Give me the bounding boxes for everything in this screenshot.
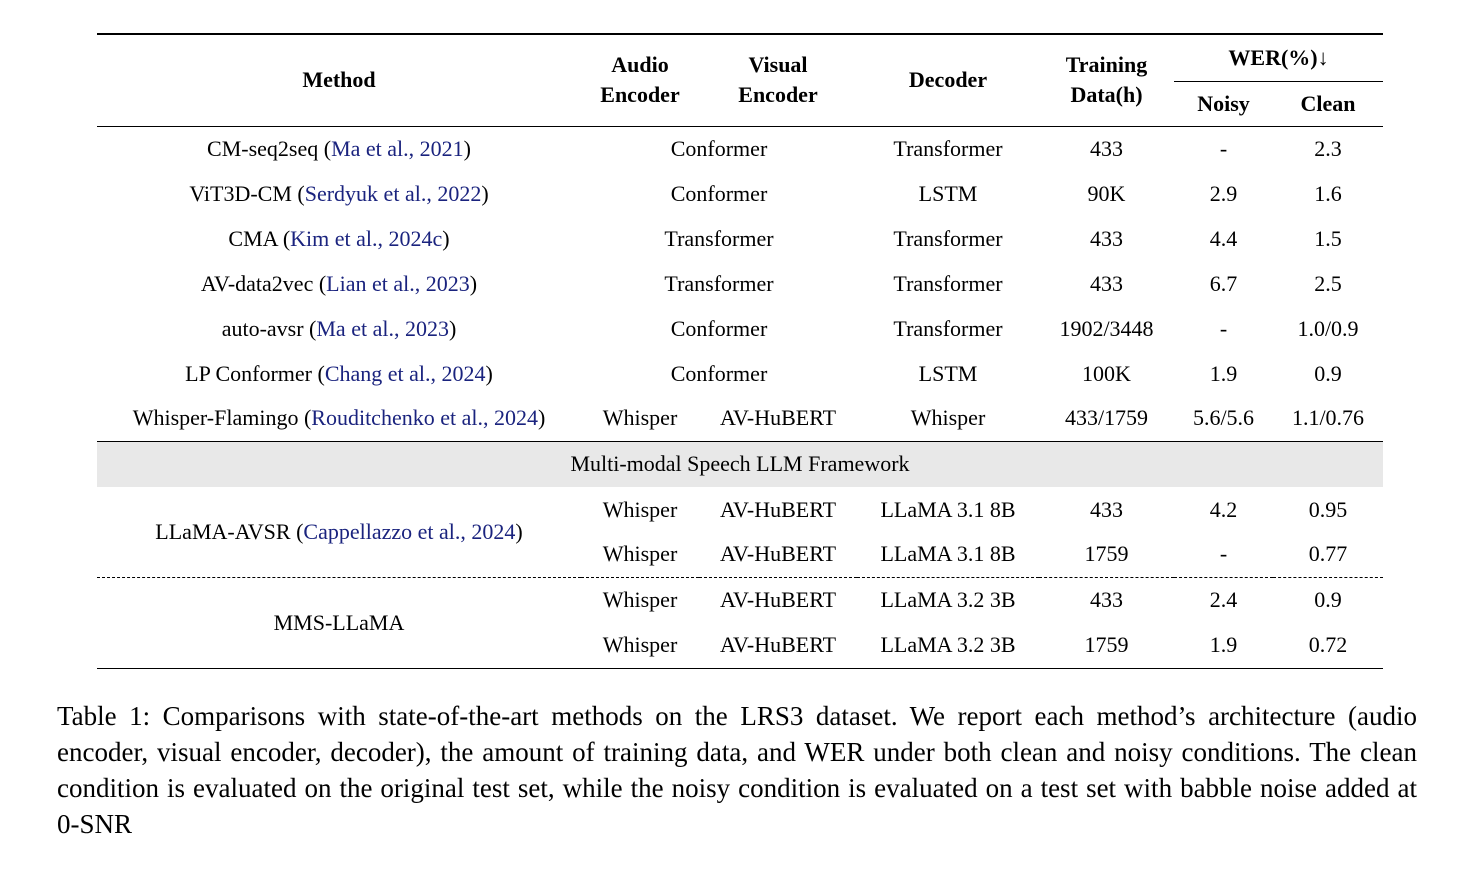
method-cell: auto-avsr (Ma et al., 2023): [221, 315, 457, 341]
audio-encoder-cell: Whisper: [602, 496, 678, 522]
noisy-cell: -: [1219, 541, 1228, 567]
audio-encoder-cell: Whisper: [581, 577, 699, 623]
clean-cell: 1.0/0.9: [1297, 315, 1359, 341]
clean-cell: 0.72: [1273, 623, 1383, 668]
clean-cell: 1.5: [1314, 225, 1342, 251]
table-row: [97, 216, 1383, 261]
decoder-cell: LSTM: [918, 360, 978, 386]
table-caption: Table 1: Comparisons with state-of-the-art methods on the LRS3 dataset. We report each method’s architecture (audio encoder, visual encoder, decoder), the amount of training data, and WER under both clean and noisy conditions. The clean condition is evaluated on the original test set, while the noisy condition is evaluated on a test set with babble noise added at 0-SNR: [57, 701, 1417, 839]
method-cell: Whisper-Flamingo (Rouditchenko et al., 2024): [132, 405, 546, 431]
header-clean: Clean: [1273, 81, 1383, 126]
method-cell: CM-seq2seq (Ma et al., 2021): [207, 135, 471, 161]
data-cell: 100K: [1082, 360, 1131, 386]
header-visual-encoder: Visual Encoder: [699, 34, 857, 126]
visual-encoder-cell: AV-HuBERT: [719, 541, 837, 567]
table-row: [97, 487, 1383, 532]
decoder-cell: LSTM: [918, 180, 978, 206]
citation-link[interactable]: Lian et al., 2023: [326, 270, 470, 296]
citation-link[interactable]: Ma et al., 2023: [316, 315, 449, 341]
visual-encoder-cell: AV-HuBERT: [719, 496, 837, 522]
audio-encoder-cell: Whisper: [581, 623, 699, 668]
table-row: [97, 577, 1383, 623]
method-cell: AV-data2vec (Lian et al., 2023): [200, 270, 478, 296]
noisy-cell: 5.6/5.6: [1192, 405, 1255, 431]
encoder-cell: Conformer: [670, 135, 768, 161]
visual-encoder-cell: AV-HuBERT: [699, 623, 857, 668]
noisy-cell: 2.4: [1174, 577, 1273, 623]
data-cell: 433: [1039, 577, 1174, 623]
data-cell: 433: [1090, 270, 1123, 296]
citation-link[interactable]: Chang et al., 2024: [324, 360, 486, 386]
header-training-data: Training Data(h): [1039, 34, 1174, 126]
citation-link[interactable]: Cappellazzo et al., 2024: [303, 518, 516, 544]
data-cell: 433/1759: [1064, 405, 1149, 431]
header-audio-encoder: Audio Encoder: [581, 34, 699, 126]
method-cell: ViT3D-CM (Serdyuk et al., 2022): [189, 180, 489, 206]
visual-encoder-cell: AV-HuBERT: [699, 577, 857, 623]
data-cell: 433: [1090, 496, 1123, 522]
noisy-cell: 1.9: [1209, 360, 1238, 386]
table-row: [97, 261, 1383, 306]
table-row: [97, 306, 1383, 351]
visual-encoder-cell: AV-HuBERT: [719, 405, 837, 431]
noisy-cell: 6.7: [1209, 270, 1238, 296]
decoder-cell: Transformer: [893, 225, 1003, 251]
decoder-cell: Transformer: [893, 135, 1003, 161]
method-cell-mms-llama: MMS-LLaMA: [97, 577, 581, 668]
decoder-cell: LLaMA 3.1 8B: [880, 496, 1016, 522]
section-header-row: [97, 441, 1383, 487]
results-table: [97, 33, 1383, 669]
table-row: [97, 351, 1383, 396]
header-decoder: Decoder: [857, 34, 1039, 126]
encoder-cell: Conformer: [670, 360, 768, 386]
header-noisy: Noisy: [1174, 81, 1273, 126]
noisy-cell: 1.9: [1174, 623, 1273, 668]
noisy-cell: -: [1219, 135, 1228, 161]
decoder-cell: LLaMA 3.2 3B: [857, 623, 1039, 668]
noisy-cell: 4.4: [1209, 225, 1238, 251]
decoder-cell: LLaMA 3.2 3B: [857, 577, 1039, 623]
method-cell: LP Conformer (Chang et al., 2024): [185, 360, 493, 386]
clean-cell: 0.9: [1273, 577, 1383, 623]
encoder-cell: Transformer: [664, 225, 774, 251]
data-cell: 1759: [1039, 623, 1174, 668]
clean-cell: 1.1/0.76: [1291, 405, 1365, 431]
noisy-cell: 2.9: [1209, 180, 1238, 206]
citation-link[interactable]: Ma et al., 2021: [331, 135, 464, 161]
noisy-cell: 4.2: [1209, 496, 1238, 522]
header-method: Method: [97, 34, 581, 126]
audio-encoder-cell: Whisper: [602, 541, 678, 567]
header-wer: WER(%)↓: [1228, 44, 1329, 70]
decoder-cell: LLaMA 3.1 8B: [880, 541, 1016, 567]
encoder-cell: Conformer: [670, 315, 768, 341]
data-cell: 1759: [1084, 541, 1129, 567]
noisy-cell: -: [1219, 315, 1228, 341]
decoder-cell: Whisper: [910, 405, 986, 431]
data-cell: 1902/3448: [1059, 315, 1154, 341]
table-row: [97, 171, 1383, 216]
citation-link[interactable]: Rouditchenko et al., 2024: [311, 405, 538, 431]
decoder-cell: Transformer: [893, 315, 1003, 341]
clean-cell: 2.3: [1314, 135, 1342, 161]
encoder-cell: Transformer: [664, 270, 774, 296]
clean-cell: 0.9: [1314, 360, 1342, 386]
table-row: [97, 396, 1383, 441]
method-cell: LLaMA-AVSR (Cappellazzo et al., 2024): [155, 518, 523, 544]
encoder-cell: Conformer: [670, 180, 768, 206]
table-row: [97, 126, 1383, 171]
data-cell: 90K: [1087, 180, 1126, 206]
decoder-cell: Transformer: [893, 270, 1003, 296]
clean-cell: 0.77: [1308, 541, 1348, 567]
citation-link[interactable]: Kim et al., 2024c: [290, 225, 443, 251]
citation-link[interactable]: Serdyuk et al., 2022: [304, 180, 482, 206]
method-cell: CMA (Kim et al., 2024c): [228, 225, 450, 251]
audio-encoder-cell: Whisper: [602, 405, 678, 431]
data-cell: 433: [1090, 225, 1123, 251]
clean-cell: 0.95: [1308, 496, 1348, 522]
clean-cell: 1.6: [1314, 180, 1342, 206]
data-cell: 433: [1090, 135, 1123, 161]
clean-cell: 2.5: [1314, 270, 1342, 296]
section-title: Multi-modal Speech LLM Framework: [97, 441, 1383, 487]
